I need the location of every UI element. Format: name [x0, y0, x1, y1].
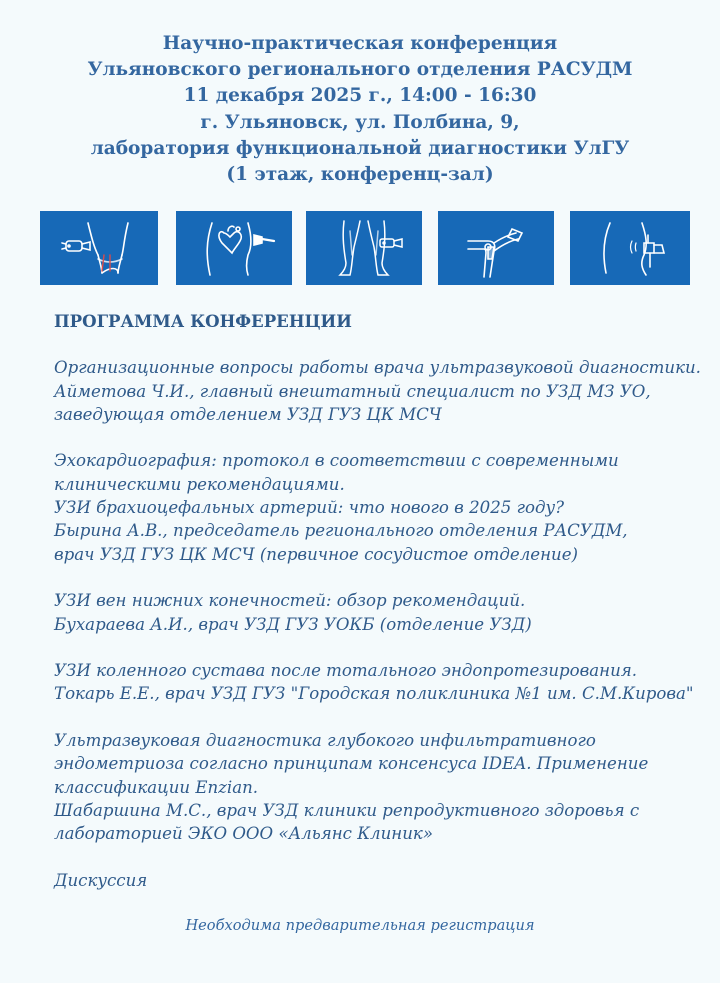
program-line: УЗИ вен нижних конечностей: обзор рекомендаций.: [54, 591, 526, 611]
program-item: [54, 356, 701, 426]
header-line: 11 декабря 2025 г., 14:00 - 16:30: [183, 85, 537, 107]
program-line: классификации Enzian.: [54, 777, 259, 797]
neck-ultrasound-icon: [40, 211, 158, 285]
header-line: Ульяновского регионального отделения РАСУДМ: [87, 59, 633, 81]
program-line: Шабаршина М.С., врач УЗД клиники репродуктивного здоровья с: [54, 800, 640, 820]
program-line: Бухараева А.И., врач УЗД ГУЗ УОКБ (отделение УЗД): [54, 614, 532, 634]
program-item: [54, 869, 694, 892]
knee-ultrasound-icon: [438, 211, 554, 285]
program-line: Организационные вопросы работы врача ультразвуковой диагностики.: [54, 358, 701, 378]
program-line: УЗИ коленного сустава после тотального эндопротезирования.: [54, 661, 638, 681]
registration-note: Необходима предварительная регистрация: [185, 917, 535, 934]
program-line: врач УЗД ГУЗ ЦК МСЧ (первичное сосудистое отделение): [54, 544, 578, 564]
program-line: эндометриоза согласно принципам консенсуса IDEA. Применение: [54, 754, 649, 774]
program-line: Бырина А.В., председатель регионального отделения РАСУДМ,: [54, 521, 628, 541]
program-item: [54, 659, 694, 706]
program-line: лабораторией ЭКО ООО «Альянс Клиник»: [54, 824, 433, 844]
heart-ultrasound-icon: [176, 211, 292, 285]
header-line: г. Ульяновск, ул. Полбина, 9,: [200, 111, 520, 133]
header-line: Научно-практическая конференция: [162, 33, 558, 54]
header-line: (1 этаж, конференц-зал): [226, 164, 494, 186]
program-item: [54, 729, 694, 845]
pelvis-ultrasound-icon: [570, 211, 690, 285]
program-line: УЗИ брахиоцефальных артерий: что нового в 2025 году?: [54, 498, 565, 518]
program-line: Дискуссия: [54, 870, 148, 890]
legs-ultrasound-icon: [306, 211, 422, 285]
program-line: Токарь Е.Е., врач УЗД ГУЗ "Городская поликлиника №1 им. С.М.Кирова": [54, 684, 694, 704]
program-line: Эхокардиография: протокол в соответствии с современными: [54, 451, 619, 471]
illustration-strip: [0, 211, 720, 285]
program-title: ПРОГРАММА КОНФЕРЕНЦИИ: [54, 311, 352, 331]
program-section: [54, 310, 701, 915]
program-line: клиническими рекомендациями.: [54, 474, 345, 494]
program-line: Айметова Ч.И., главный внештатный специалист по УЗД МЗ УО,: [54, 381, 651, 401]
program-item: [54, 449, 694, 565]
program-line: заведующая отделением УЗД ГУЗ ЦК МСЧ: [54, 404, 442, 424]
header-line: лаборатория функциональной диагностики УлГУ: [90, 137, 630, 159]
program-item: [54, 589, 694, 636]
conference-header: [0, 31, 720, 188]
program-line: Ультразвуковая диагностика глубокого инфильтративного: [54, 731, 596, 751]
